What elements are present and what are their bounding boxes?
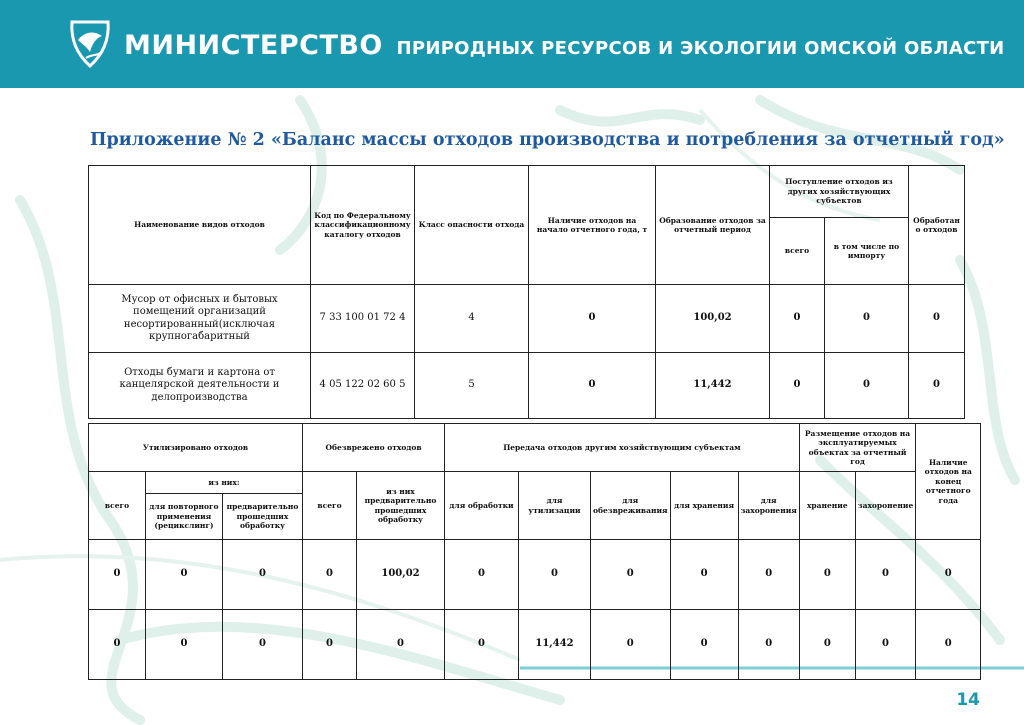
table-cell: 0 (146, 540, 223, 610)
table-cell: 0 (146, 610, 223, 680)
waste-balance-table-1 (88, 165, 965, 419)
header-tr-processing: для обработки (445, 472, 519, 540)
start-balance: 0 (529, 285, 656, 353)
header-tr-burial: для захоронения (738, 472, 799, 540)
table-cell: 0 (799, 610, 855, 680)
table-cell: 0 (916, 540, 981, 610)
header-of-which: из них: (146, 472, 303, 494)
table-row (89, 285, 965, 353)
header-hazard-class: Класс опасности отхода (415, 166, 529, 285)
header-received-total: всего (770, 218, 825, 285)
header-title (124, 30, 1005, 61)
header-title-main: МИНИСТЕРСТВО (124, 30, 383, 61)
table-cell: 0 (591, 540, 671, 610)
formed-amount: 100,02 (656, 285, 770, 353)
fkko-code: 4 05 122 02 60 5 (311, 353, 415, 419)
table-cell: 0 (519, 540, 591, 610)
header-neutralized: Обезврежено отходов (303, 424, 445, 472)
table-cell: 0 (445, 610, 519, 680)
table-cell: 0 (855, 610, 915, 680)
table-cell: 0 (89, 610, 146, 680)
table-cell: 0 (357, 610, 445, 680)
fkko-code: 7 33 100 01 72 4 (311, 285, 415, 353)
page-number: 14 (956, 690, 980, 710)
table-cell: 0 (738, 610, 799, 680)
received-import: 0 (825, 285, 909, 353)
start-balance: 0 (529, 353, 656, 419)
header-waste-name: Наименование видов отходов (89, 166, 311, 285)
received-import: 0 (825, 353, 909, 419)
header-formed: Образование отходов за отчетный период (656, 166, 770, 285)
hazard-class: 5 (415, 353, 529, 419)
table-cell: 0 (303, 540, 357, 610)
received-total: 0 (770, 353, 825, 419)
header-placement: Размещение отходов на эксплуатируемых объектах за отчетный год (799, 424, 915, 472)
header-util-preprocess: предварительно прошедших обработку (223, 494, 303, 540)
header-title-sub: ПРИРОДНЫХ РЕСУРСОВ И ЭКОЛОГИИ ОМСКОЙ ОБЛАСТИ (396, 38, 1005, 59)
table-cell: 0 (670, 540, 738, 610)
received-total: 0 (770, 285, 825, 353)
header-tr-utilization: для утилизации (519, 472, 591, 540)
table-cell: 0 (855, 540, 915, 610)
table-row (89, 610, 981, 680)
header-tr-neutralization: для обезвреживания (591, 472, 671, 540)
waste-name: Мусор от офисных и бытовых помещений организаций несортированный(исключая крупногабаритный (89, 285, 311, 353)
header-pl-burial: захоронение (855, 472, 915, 540)
waste-name: Отходы бумаги и картона от канцелярской деятельности и делопроизводства (89, 353, 311, 419)
table-cell: 0 (89, 540, 146, 610)
table-cell: 0 (916, 610, 981, 680)
header-received: Поступление отходов из других хозяйствующих субъектов (770, 166, 909, 218)
header-transfer: Передача отходов другим хозяйствующим субъектам (445, 424, 800, 472)
table-cell: 100,02 (357, 540, 445, 610)
header-fkko-code: Код по Федеральному классификационному каталогу отходов (311, 166, 415, 285)
table-cell: 0 (670, 610, 738, 680)
formed-amount: 11,442 (656, 353, 770, 419)
ministry-logo-icon (66, 18, 114, 70)
table-cell: 0 (738, 540, 799, 610)
header-processed: Обработан о отходов (909, 166, 965, 285)
processed-amount: 0 (909, 353, 965, 419)
header-received-import: в том числе по импорту (825, 218, 909, 285)
header-neut-total: всего (303, 472, 357, 540)
header-util-total: всего (89, 472, 146, 540)
table-cell: 0 (223, 540, 303, 610)
processed-amount: 0 (909, 285, 965, 353)
table-cell: 0 (303, 610, 357, 680)
header-utilization: Утилизировано отходов (89, 424, 303, 472)
header-pl-storage: хранение (799, 472, 855, 540)
hazard-class: 4 (415, 285, 529, 353)
page-title: Приложение № 2 «Баланс массы отходов производства и потребления за отчетный год» (90, 130, 1005, 150)
table-cell: 0 (799, 540, 855, 610)
table-cell: 11,442 (519, 610, 591, 680)
table-row (89, 353, 965, 419)
header-start-balance: Наличие отходов на начало отчетного года, т (529, 166, 656, 285)
header-bar (0, 0, 1024, 88)
header-end-balance: Наличие отходов на конец отчетного года (916, 424, 981, 540)
table-cell: 0 (223, 610, 303, 680)
table-cell: 0 (591, 610, 671, 680)
table-row (89, 540, 981, 610)
waste-balance-table-2 (88, 423, 981, 680)
header-util-reuse: для повторного применения (рецикслинг) (146, 494, 223, 540)
header-tr-storage: для хранения (670, 472, 738, 540)
table-cell: 0 (445, 540, 519, 610)
header-neut-preprocessed: из них предварительно прошедших обработку (357, 472, 445, 540)
